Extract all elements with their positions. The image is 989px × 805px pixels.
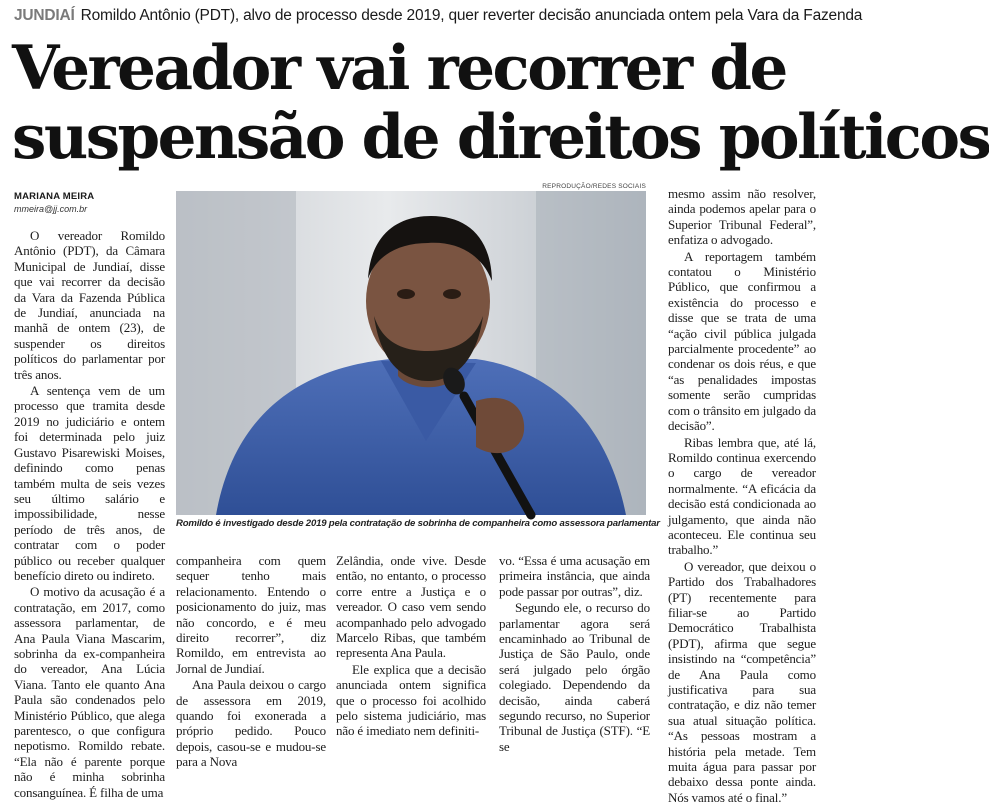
paragraph: Ana Paula deixou o cargo de assessora em 2019, quando foi exonerada a próprio pedido. Pouco depois, casou-se e mudou-se para a Nova (176, 677, 326, 770)
headline-line-2: suspensão de direitos políticos (12, 102, 989, 173)
article-column-2 (176, 553, 326, 770)
paragraph: O motivo da acusação é a contratação, em 2017, como assessora parlamentar, de Ana Paula Viana Mascarim, sobrinha da ex-companheira do vereador, Ana Lúcia Viana. Tanto ele quanto Ana Paula são condenados pelo Ministério Público, que alega parentesco, o que configura nepotismo. Romildo rebate. “Ela não é parente porque não é minha sobrinha consanguínea. É filha de uma (14, 584, 165, 800)
photo-illustration (176, 191, 646, 515)
deck-subheadline: Romildo Antônio (PDT), alvo de processo desde 2019, quer reverter decisão anunciada ontem pela Vara da Fazenda (80, 7, 863, 24)
section-kicker: JUNDIAÍ (14, 7, 75, 24)
article-column-4 (499, 553, 650, 753)
paragraph: Zelândia, onde vive. Desde então, no entanto, o processo corre entre a Justiça e o vereador. O caso vem sendo acompanhado pelo advogado Marcelo Ribas, que também representa Ana Paula. (336, 553, 486, 661)
paragraph: Segundo ele, o recurso do parlamentar agora será encaminhado ao Tribunal de Justiça de São Paulo, onde será julgado pelo órgão colegiado. Dependendo da decisão, ainda caberá segundo recurso, no Superior Tribunal de Justiça (STF). “E se (499, 600, 650, 754)
paragraph: A sentença vem de um processo que tramita desde 2019 no judiciário e ontem foi determinada pelo juiz Gustavo Pisarewiski Moises, definindo como penas também multa de seis vezes seu último salário e impossibilidade, nesse período de três anos, de contratar com o poder público ou receber qualquer benefício direto ou indireto. (14, 383, 165, 583)
paragraph: A reportagem também contatou o Ministério Público, que confirmou a existência do processo e disse que se trata de uma “ação civil pública julgada parcialmente procedente” ao condenar os dois réus, e que “as penalidades impostas somente serão cumpridas com o trânsito em julgado da decisão”. (668, 248, 816, 434)
headline (12, 33, 989, 173)
photo-caption: Romildo é investigado desde 2019 pela contratação de sobrinha de companheira como assessora parlamentar (176, 518, 660, 529)
article-column-3 (336, 553, 486, 753)
paragraph: O vereador Romildo Antônio (PDT), da Câmara Municipal de Jundiaí, disse que vai recorrer da decisão da Vara da Fazenda Pública de Jundiaí, anunciada na manhã de ontem (23), de suspender os direitos políticos do parlamentar por três anos. (14, 228, 165, 382)
byline (14, 191, 164, 215)
photo-credit: REPRODUÇÃO/REDES SOCIAIS (542, 183, 646, 190)
article-photo (176, 191, 646, 515)
paragraph: mesmo assim não resolver, ainda podemos apelar para o Superior Tribunal Federal”, enfatiza o advogado. (668, 186, 816, 248)
paragraph: vo. “Essa é uma acusação em primeira instância, que ainda pode passar por outras”, diz. (499, 553, 650, 599)
byline-email: mmeira@jj.com.br (14, 204, 88, 214)
headline-line-1: Vereador vai recorrer de (12, 33, 786, 104)
paragraph: companheira com quem sequer tenho mais relacionamento. Entendo o posicionamento do juiz, mas não concordo, e é meu direito recorrer”, diz Romildo, em entrevista ao Jornal de Jundiaí. (176, 553, 326, 676)
byline-author: MARIANA MEIRA (14, 191, 95, 202)
article-column-1 (14, 228, 165, 800)
paragraph: Ele explica que a decisão anunciada ontem significa que o processo foi acolhido pelo sistema judiciário, mas não é imediato nem definiti- (336, 661, 486, 739)
article-column-5 (668, 186, 816, 805)
paragraph: Ribas lembra que, até lá, Romildo continua exercendo o cargo de vereador normalmente. “A eficácia da decisão está condicionada ao julgamento, que ainda não aconteceu. Ele continua seu trabalho.” (668, 434, 816, 558)
kicker-line (14, 5, 863, 27)
paragraph: O vereador, que deixou o Partido dos Trabalhadores (PT) recentemente para filiar-se ao Partido Democrático Trabalhista (PDT), afirma que segue insistindo na “competência” de Ana Paula como justificativa para sua contratação, e diz não temer sua atual situação política. “As pessoas mostram a história pela metade. Tem muita água para passar por debaixo dessa ponte ainda. Nós vamos até o final.” (668, 558, 816, 805)
